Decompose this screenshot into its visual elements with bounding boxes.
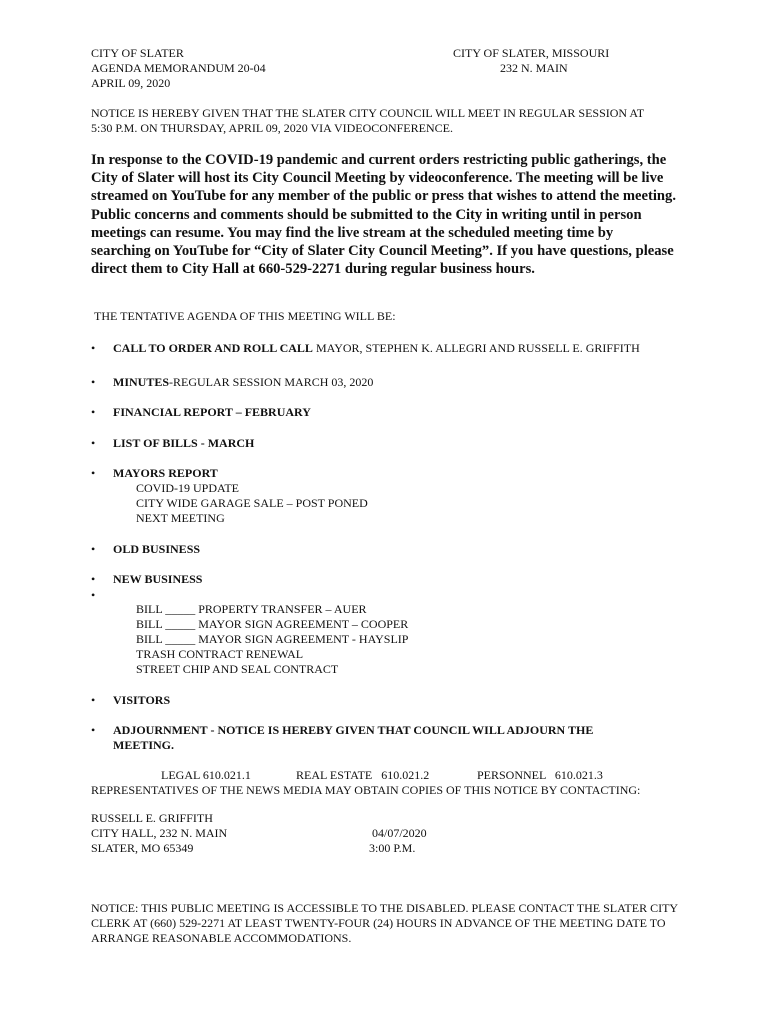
bullet-icon: • (91, 723, 96, 737)
bullet-icon: • (91, 436, 96, 450)
agenda-item-visitors: VISITORS (113, 693, 171, 707)
legal-reference: LEGAL 610.021.1 (161, 768, 251, 782)
new-business-item: BILL _____ MAYOR SIGN AGREEMENT - HAYSLIP (136, 632, 409, 646)
mayors-report-item: CITY WIDE GARAGE SALE – POST PONED (136, 496, 368, 510)
minutes-label: MINUTES (113, 375, 170, 389)
meeting-notice-line-2: 5:30 P.M. ON THURSDAY, APRIL 09, 2020 VIA VIDEOCONFERENCE. (91, 121, 453, 135)
minutes-detail: -REGULAR SESSION MARCH 03, 2020 (169, 375, 374, 389)
personnel-reference: PERSONNEL 610.021.3 (477, 768, 603, 782)
contact-name: RUSSELL E. GRIFFITH (91, 811, 213, 825)
real-estate-reference: REAL ESTATE 610.021.2 (296, 768, 430, 782)
accessibility-notice: NOTICE: THIS PUBLIC MEETING IS ACCESSIBLE TO THE DISABLED. PLEASE CONTACT THE SLATER CITY CLERK AT (660) 529-2271 AT LEAST TWENTY-FOUR (24) HOURS IN ADVANCE OF THE MEETING DATE TO ARRANGE REASONABLE ACCOMMODATIONS. (91, 901, 678, 945)
city-state: CITY OF SLATER, MISSOURI (453, 46, 610, 60)
bullet-icon: • (91, 542, 96, 556)
agenda-item-call-to-order (113, 341, 640, 356)
posting-datetime (369, 826, 427, 856)
call-to-order-label: CALL TO ORDER AND ROLL CALL (113, 341, 313, 355)
agenda-item-mayors-report: MAYORS REPORT (113, 466, 218, 480)
bullet-icon: • (91, 693, 96, 707)
call-to-order-detail: MAYOR, STEPHEN K. ALLEGRI AND RUSSELL E. GRIFFITH (312, 341, 640, 355)
agenda-item-list-of-bills: LIST OF BILLS - MARCH (113, 436, 255, 450)
agenda-item-financial-report: FINANCIAL REPORT – FEBRUARY (113, 405, 311, 419)
memo-number: AGENDA MEMORANDUM 20-04 (91, 61, 266, 75)
new-business-item: BILL _____ MAYOR SIGN AGREEMENT – COOPER (136, 617, 409, 631)
contact-address: CITY HALL, 232 N. MAIN (91, 826, 228, 840)
bullet-icon: • (91, 588, 96, 602)
covid-notice: In response to the COVID-19 pandemic and current orders restricting public gatherings, the City of Slater will host its City Council Meeting by videoconference. The meeting will be live streamed on YouTube for any member of the public or press that wishes to attend the meeting. Public concerns and comments should be submitted to the City in writing until in person meetings can resume. You may find the live stream at the scheduled meeting time by searching on YouTube for “City of Slater City Council Meeting”. If you have questions, please direct them to City Hall at 660-529-2271 during regular business hours. (91, 152, 676, 278)
bullet-icon: • (91, 466, 96, 480)
contact-block (91, 811, 227, 856)
agenda-item-new-business: NEW BUSINESS (113, 572, 203, 586)
tentative-agenda-heading: THE TENTATIVE AGENDA OF THIS MEETING WILL BE: (94, 309, 396, 323)
meeting-notice-line-1: NOTICE IS HEREBY GIVEN THAT THE SLATER CITY COUNCIL WILL MEET IN REGULAR SESSION AT (91, 106, 645, 120)
agenda-item-minutes (113, 375, 373, 390)
header-right (453, 46, 609, 76)
agenda-item-adjournment: ADJOURNMENT - NOTICE IS HEREBY GIVEN THAT COUNCIL WILL ADJOURN THE MEETING. (113, 723, 594, 752)
bullet-icon: • (91, 375, 96, 389)
bullet-icon: • (91, 572, 96, 586)
agenda-item-old-business: OLD BUSINESS (113, 542, 201, 556)
city-name: CITY OF SLATER (91, 46, 184, 60)
memo-date: APRIL 09, 2020 (91, 76, 171, 90)
new-business-item: STREET CHIP AND SEAL CONTRACT (136, 662, 339, 676)
meeting-notice (91, 106, 644, 136)
city-address: 232 N. MAIN (500, 61, 568, 75)
mayors-report-item: COVID-19 UPDATE (136, 481, 239, 495)
bullet-icon: • (91, 341, 96, 355)
bullet-icon: • (91, 405, 96, 419)
posting-time: 3:00 P.M. (369, 841, 416, 855)
media-notice: REPRESENTATIVES OF THE NEWS MEDIA MAY OBTAIN COPIES OF THIS NOTICE BY CONTACTING: (91, 783, 641, 797)
mayors-report-item: NEXT MEETING (136, 511, 225, 525)
contact-city: SLATER, MO 65349 (91, 841, 194, 855)
header-left (91, 46, 266, 91)
new-business-item: TRASH CONTRACT RENEWAL (136, 647, 304, 661)
posting-date: 04/07/2020 (372, 826, 427, 840)
new-business-item: BILL _____ PROPERTY TRANSFER – AUER (136, 602, 367, 616)
